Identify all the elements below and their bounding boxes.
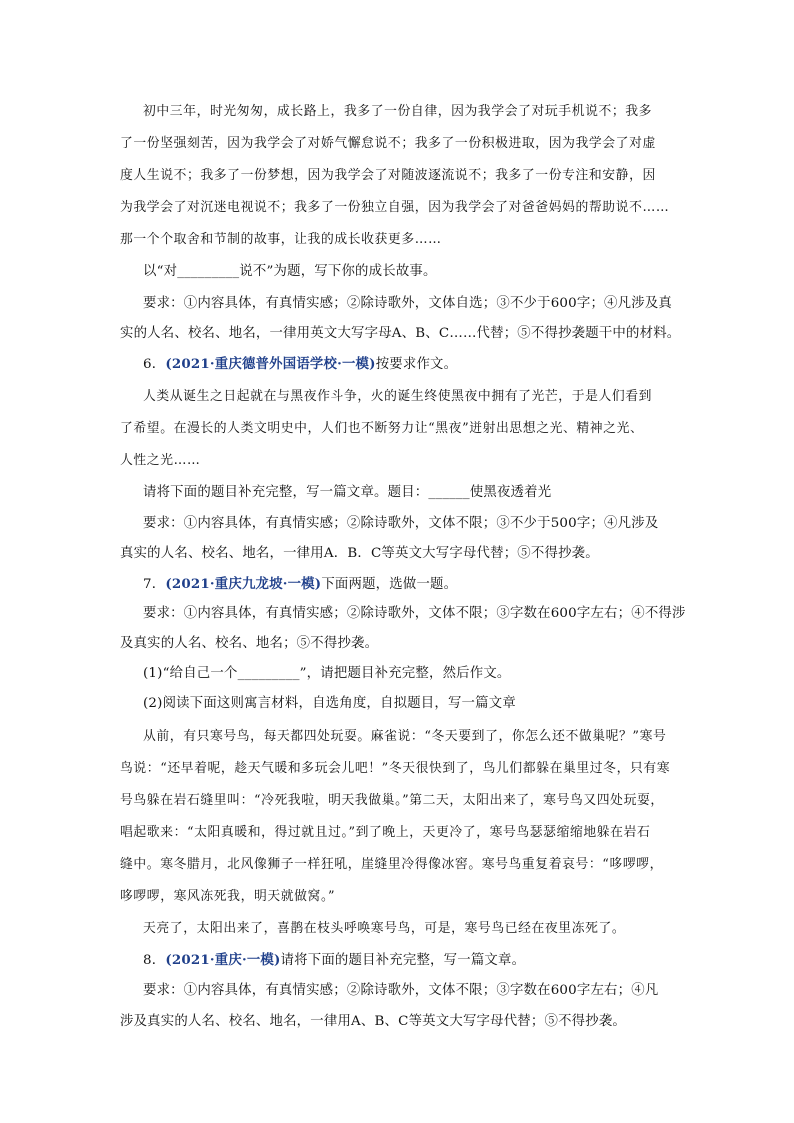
requirements-line: 要求：①内容具体，有真情实感；②除诗歌外，文体不限；③字数在600字左右；④不得涉 [143,606,686,621]
question-instruction: 请将下面的题目补充完整，写一篇文章。 [280,953,526,968]
requirements-line: 实的人名、校名、地名，一律用英文大写字母A、B、C……代替；⑤不得抄袭题干中的材料。 [120,326,680,341]
passage1-line: 度人生说不；我多了一份梦想，因为我学会了对随波逐流说不；我多了一份专注和安静，因 [120,168,656,183]
fable-ending: 天亮了，太阳出来了，喜鹊在枝头呼唤寒号鸟，可是，寒号鸟已经在夜里冻死了。 [143,921,626,936]
question-instruction: 按要求作文。 [375,357,458,372]
passage1-line: 为我学会了对沉迷电视说不；我多了一份独立自强，因为我学会了对爸爸妈妈的帮助说不…… [120,200,670,215]
requirements-line: 及真实的人名、校名、地名；⑤不得抄袭。 [120,636,379,651]
requirements-line: 要求：①内容具体，有真情实感；②除诗歌外，文体不限；③字数在600字左右；④凡 [143,983,659,998]
requirements-line: 涉及真实的人名、校名、地名，一律用A、B、C等英文大写字母代替；⑤不得抄袭。 [120,1014,627,1029]
passage2-line: 人性之光…… [120,453,201,468]
passage2-line: 了希望。在漫长的人类文明史中，人们也不断努力让“黑夜”迸射出思想之光、精神之光、 [120,421,644,436]
requirements-line: 要求：①内容具体，有真情实感；②除诗歌外，文体不限；③不少于500字；④凡涉及 [143,516,659,531]
question-8-heading [143,950,703,971]
requirements-line: 真实的人名、校名、地名，一律用A．B．C等英文大写字母代替；⑤不得抄袭。 [120,546,599,561]
option-1: (1)“给自己一个_________”，请把题目补充完整，然后作文。 [143,666,511,681]
requirements-line: 要求：①内容具体，有真情实感；②除诗歌外，文体自选；③不少于600字；④凡涉及真 [143,296,673,311]
question-instruction: 下面两题，选做一题。 [321,577,458,592]
question-7-heading [143,574,703,595]
question-number: 6． [143,357,166,372]
question-source: (2021·重庆·一模) [165,952,281,968]
question-source: (2021·重庆德普外国语学校·一模) [165,356,376,372]
fable-line: 缝中。寒冬腊月，北风像狮子一样狂吼，崖缝里冷得像冰窖。寒号鸟重复着哀号：“哆啰啰， [120,857,664,872]
task2-prompt: 请将下面的题目补充完整，写一篇文章。题目：______使黑夜透着光 [143,485,552,500]
passage1-line: 初中三年，时光匆匆，成长路上，我多了一份自律，因为我学会了对玩手机说不；我多 [143,104,653,119]
fable-line: 唱起歌来：“太阳真暖和，得过就且过。”到了晚上，天更冷了，寒号鸟瑟瑟缩缩地躲在岩石 [120,825,651,840]
question-6-heading [143,354,703,375]
passage2-line: 人类从诞生之日起就在与黑夜作斗争，火的诞生终使黑夜中拥有了光芒，于是人们看到 [143,389,653,404]
question-number: 7． [143,577,166,592]
passage1-line: 那一个个取舍和节制的故事，让我的成长收获更多…… [120,232,442,247]
fable-line: 从前，有只寒号鸟，每天都四处玩耍。麻雀说：“冬天要到了，你怎么还不做巢呢？”寒号 [143,729,667,744]
fable-line: 鸟说：“还早着呢，趁天气暖和多玩会儿吧！”冬天很快到了，鸟儿们都躲在巢里过冬，只有寒 [120,761,671,776]
passage1-line: 了一份坚强刻苦，因为我学会了对娇气懈怠说不；我多了一份积极进取，因为我学会了对虚 [120,136,656,151]
fable-line: 号鸟躲在岩石缝里叫：“冷死我啦，明天我做巢。”第二天，太阳出来了，寒号鸟又四处玩耍， [120,793,664,808]
option-2: (2)阅读下面这则寓言材料，自选角度，自拟题目，写一篇文章 [143,696,516,711]
task1-prompt: 以“对_________说不”为题，写下你的成长故事。 [143,264,437,279]
question-number: 8． [143,953,166,968]
fable-line: 哆啰啰，寒风冻死我，明天就做窝。” [120,889,336,904]
question-source: (2021·重庆九龙坡·一模) [165,576,322,592]
